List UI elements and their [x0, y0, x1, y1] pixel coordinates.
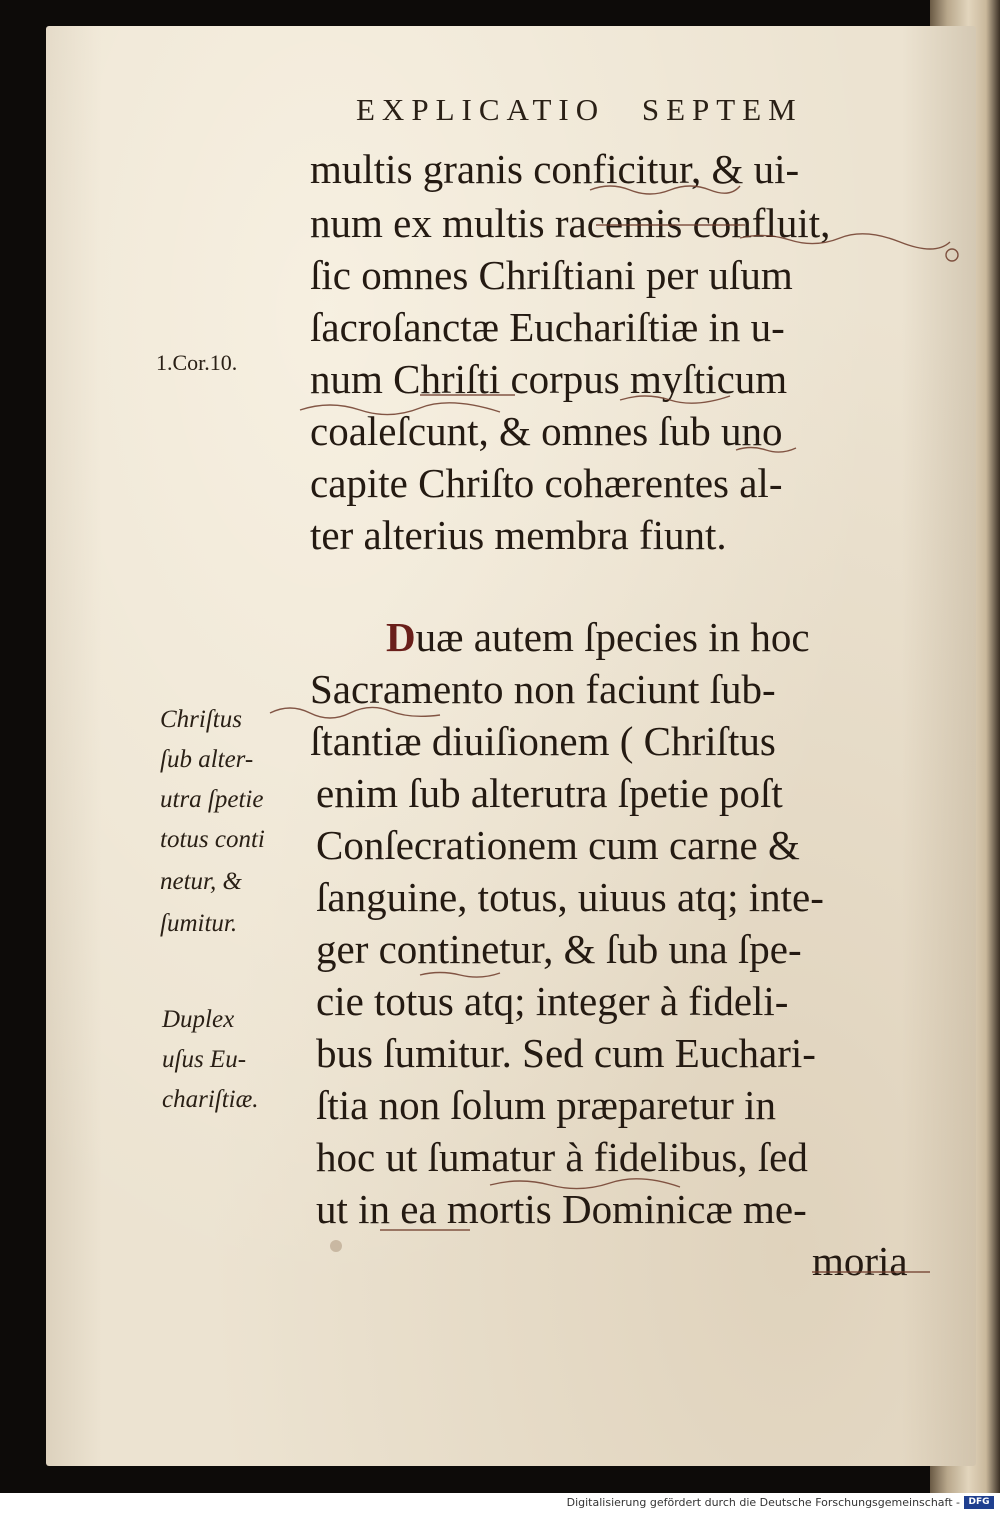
- text-line: ger continetur, & ſub una ſpe-: [316, 926, 802, 972]
- text-line: coaleſcunt, & omnes ſub uno: [310, 408, 783, 454]
- interlinear-gloss-mark: [300, 403, 500, 415]
- text-line: ſanguine, totus, uiuus atq; inte-: [316, 874, 824, 920]
- margin-note-line: Duplex: [162, 1006, 235, 1033]
- text-line: ſtantiæ diuiſionem ( Chriſtus: [310, 718, 776, 764]
- text-line: num Chriſti corpus myſticum: [310, 356, 788, 402]
- initial-letter: D: [386, 614, 416, 660]
- text-line: hoc ut ſumatur à fidelibus, ſed: [316, 1134, 808, 1180]
- margin-note-line: ſumitur.: [160, 910, 238, 937]
- text-line: multis granis conficitur, & ui-: [310, 146, 800, 192]
- text-line: enim ſub alterutra ſpetie poſt: [316, 770, 783, 816]
- text-line: ſtia non ſolum præparetur in: [316, 1082, 777, 1128]
- catchword: moria: [812, 1238, 908, 1284]
- margin-note-line: utra ſpetie: [160, 786, 264, 813]
- interlinear-gloss-mark: [736, 448, 796, 453]
- margin-note-line: totus conti: [160, 826, 265, 853]
- margin-note-line: chariſtiæ.: [162, 1086, 259, 1113]
- text-line: ſic omnes Chriſtiani per uſum: [310, 252, 793, 298]
- running-head-word-2: SEPTEM: [641, 92, 803, 127]
- text-line: num ex multis racemis confluit,: [310, 200, 831, 246]
- margin-note-line: ſub alter-: [160, 746, 254, 773]
- margin-note-line: uſus Eu-: [162, 1046, 247, 1073]
- dfg-logo: DFG: [964, 1496, 994, 1509]
- text-line: ſacroſanctæ Euchariſtiæ in u-: [310, 304, 785, 350]
- text-line: Conſecrationem cum carne &: [316, 822, 800, 868]
- interlinear-gloss-mark: [420, 973, 500, 978]
- text-line: Sacramento non faciunt ſub-: [310, 666, 776, 712]
- text-line: bus ſumitur. Sed cum Euchari-: [316, 1030, 816, 1076]
- text-line: cie totus atq; integer à fideli-: [316, 978, 789, 1024]
- interlinear-gloss-mark: [590, 186, 740, 194]
- footer-credit: Digitalisierung gefördert durch die Deutsche Forschungsgemeinschaft -: [566, 1496, 960, 1509]
- ink-blot-mark: [946, 249, 958, 261]
- text-line: capite Chriſto cohærentes al-: [310, 460, 783, 506]
- paper-stain: [330, 1240, 342, 1252]
- running-head-word-1: EXPLICATIO: [356, 92, 606, 127]
- text-line: ut in ea mortis Dominicæ me-: [316, 1186, 807, 1232]
- interlinear-gloss-mark: [270, 707, 440, 718]
- margin-note-line: Chriſtus: [160, 706, 242, 733]
- interlinear-gloss-mark: [490, 1179, 680, 1189]
- interlinear-gloss-mark: [740, 234, 950, 249]
- margin-note-line: netur, &: [160, 868, 242, 895]
- margin-reference: 1.Cor.10.: [156, 350, 238, 375]
- text-line-continuation: uæ autem ſpecies in hoc: [415, 614, 810, 660]
- interlinear-gloss-mark: [620, 396, 730, 403]
- footer-bar: [0, 1493, 1000, 1513]
- text-line: ter alterius membra fiunt.: [310, 512, 727, 558]
